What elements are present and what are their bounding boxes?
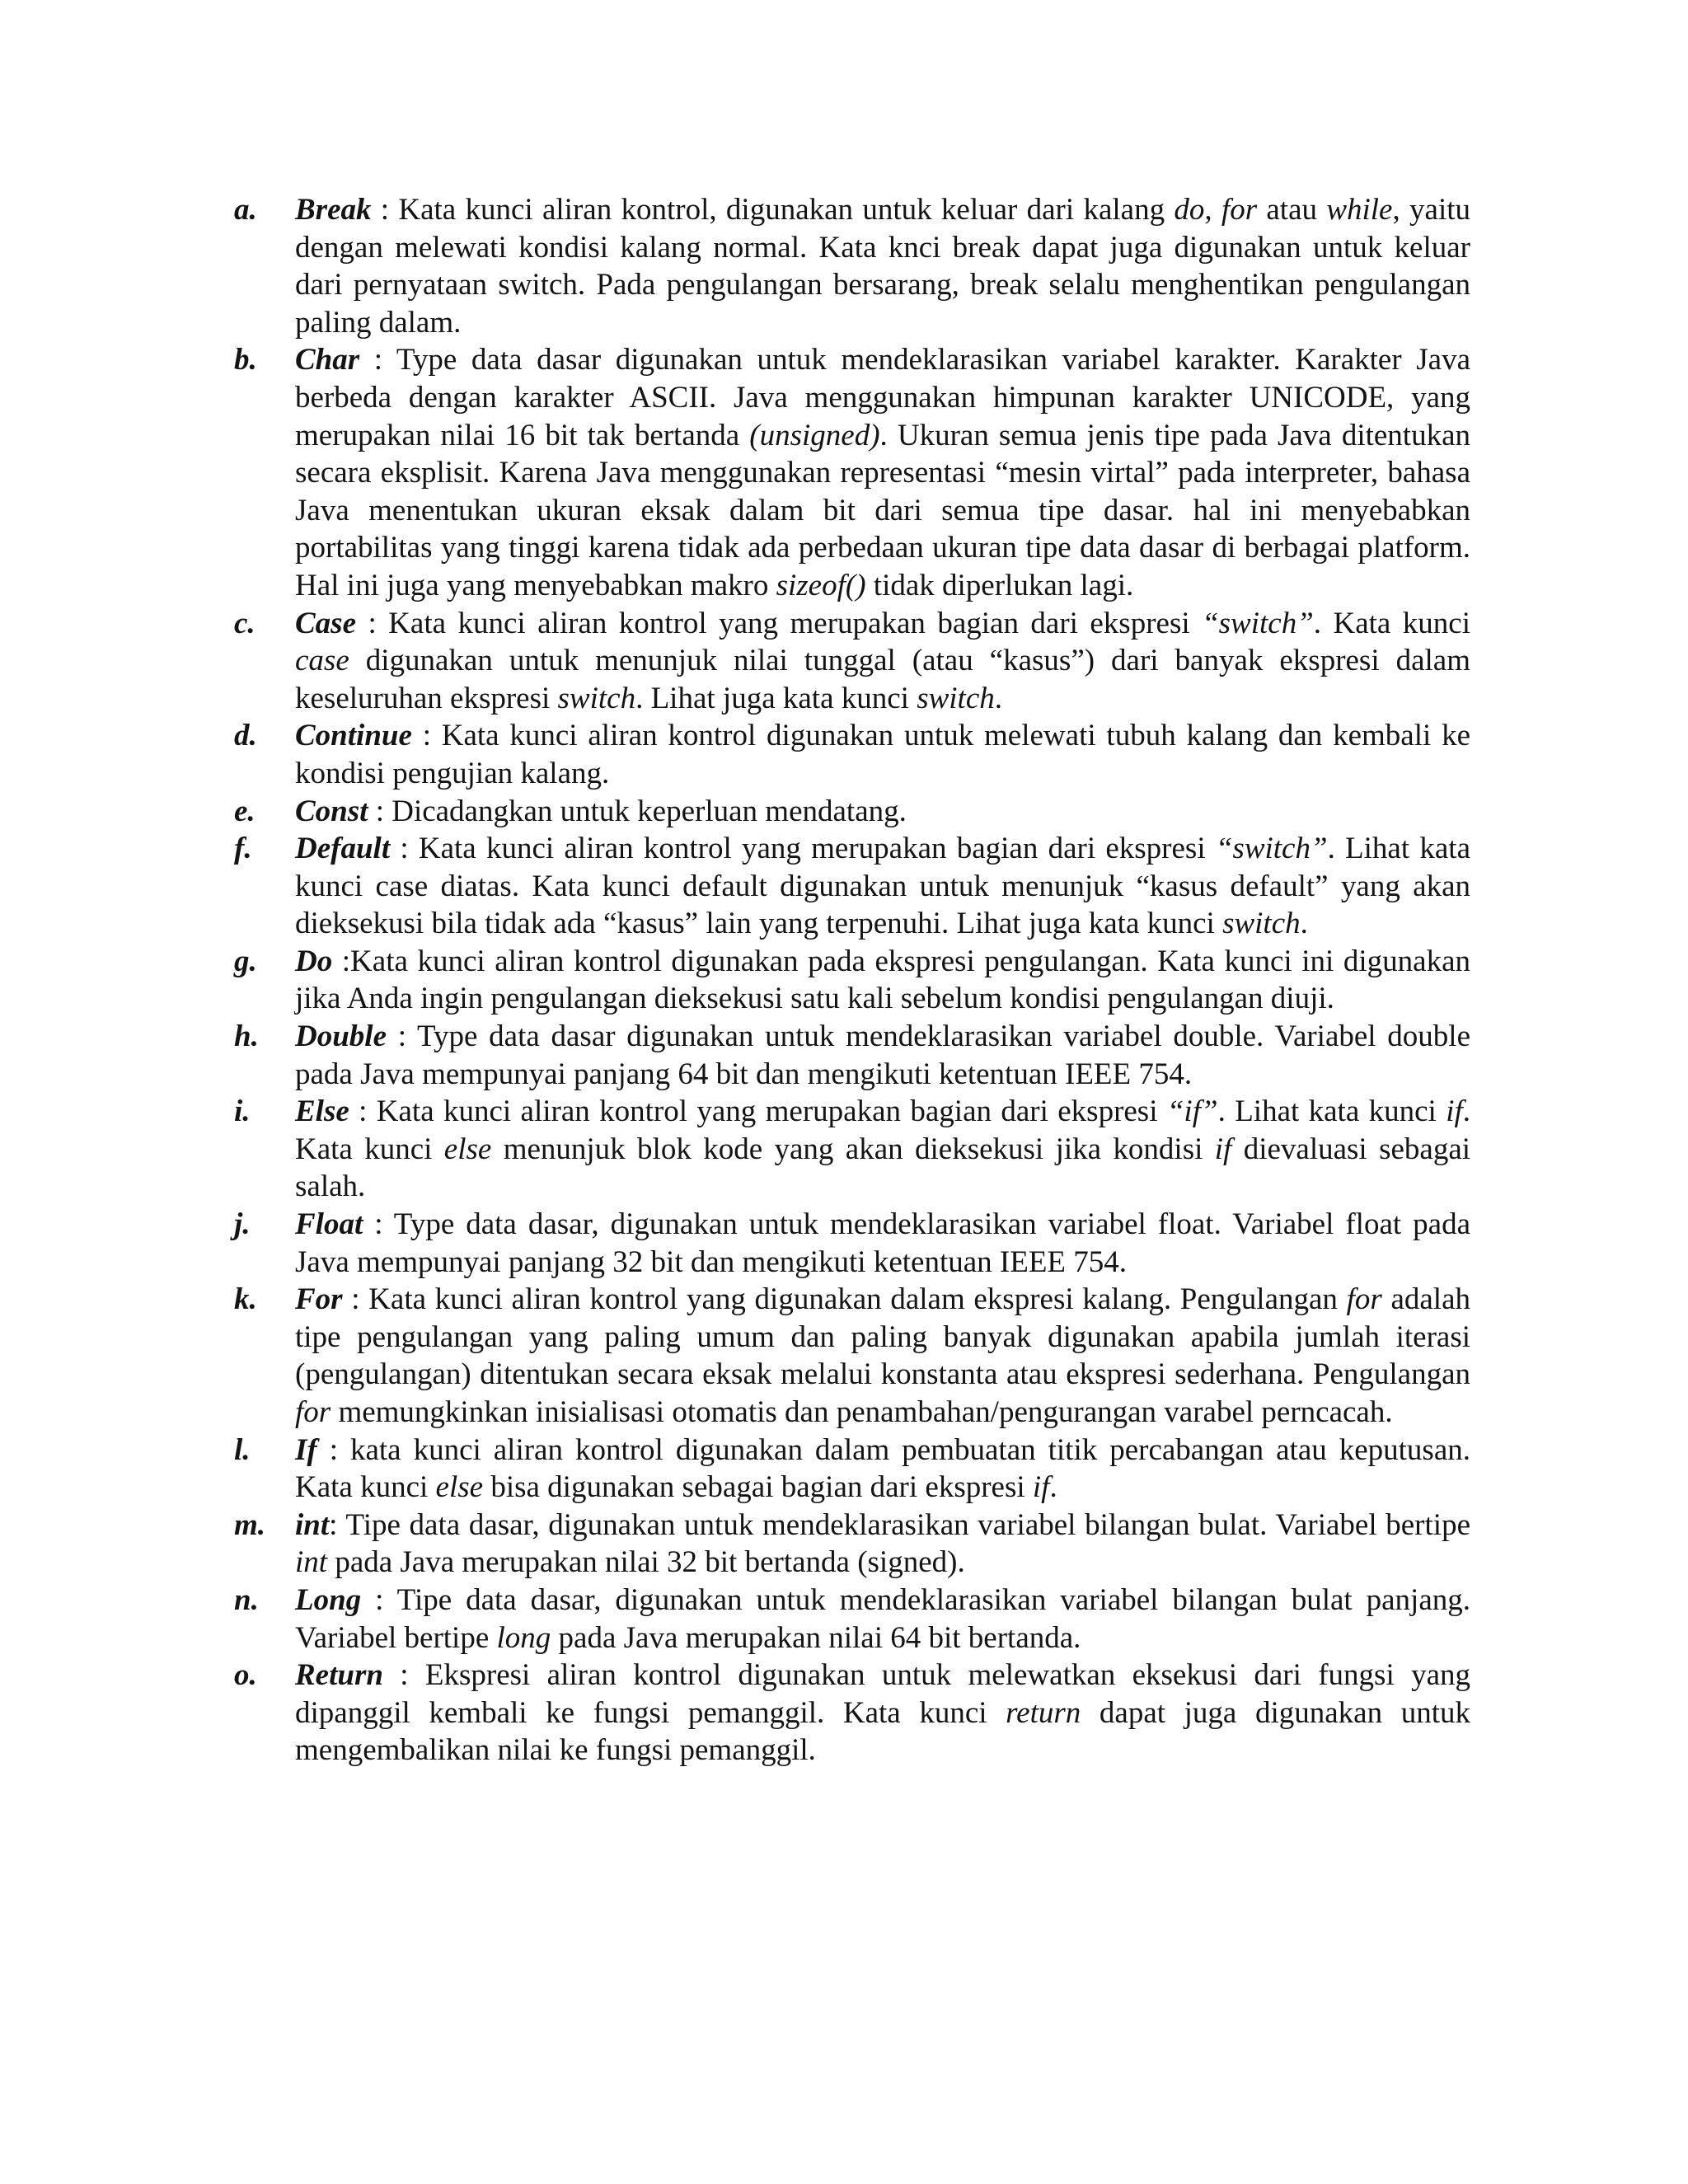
definition-text: bisa digunakan sebagai bagian dari ekspresi	[483, 1470, 1033, 1505]
keyword-term: Case	[295, 606, 356, 640]
list-marker: h.	[234, 1019, 259, 1054]
definition-italic: if	[1446, 1094, 1463, 1129]
definition-text: adalah tipe pengulangan yang paling umum dan paling banyak digunakan apabila jumlah iterasi (pengulangan) ditentukan secara eksak melalui konstanta atau ekspresi sederhana. Pengulangan	[295, 1282, 1471, 1392]
definition-text: dapat juga digunakan untuk mengembalikan nilai ke fungsi pemanggil.	[295, 1695, 1470, 1768]
keyword-term: Const	[295, 794, 368, 828]
keyword-term: Else	[295, 1094, 349, 1129]
definition-italic: else	[443, 1132, 492, 1166]
list-marker: i.	[234, 1094, 251, 1129]
list-marker: m.	[234, 1507, 266, 1542]
list-item-else	[234, 1093, 1470, 1206]
list-item-default	[234, 830, 1470, 943]
definition-text: . Lihat juga kata kunci	[635, 681, 917, 715]
definition-text: : Type data dasar digunakan untuk mendeklarasikan variabel karakter. Karakter Java berbeda dengan karakter ASCII. Java menggunakan himpunan karakter UNICODE, yang merupakan nilai 16 bit tak bertanda	[295, 343, 1470, 452]
keyword-term: int	[295, 1507, 330, 1542]
definition-text: : Type data dasar digunakan untuk mendeklarasikan variabel double. Variabel double pada Java mempunyai panjang 64 bit dan mengikuti ketentuan IEEE 754.	[295, 1019, 1470, 1091]
definition-text: , yaitu dengan melewati kondisi kalang normal. Kata knci break dapat juga digunakan untuk keluar dari pernyataan switch. Pada pengulangan bersarang, break selalu menghentikan pengulangan paling dalam.	[295, 193, 1471, 340]
definition-text: .	[994, 681, 1003, 715]
definition-text: : Kata kunci aliran kontrol digunakan untuk melewati tubuh kalang dan kembali ke kondisi pengujian kalang.	[295, 719, 1470, 790]
keyword-term: Return	[295, 1658, 383, 1693]
definition-text: . Kata kunci	[295, 1094, 1470, 1166]
definition-text: :Kata kunci aliran kontrol digunakan pada ekspresi pengulangan. Kata kunci ini digunakan jika Anda ingin pengulangan dieksekusi satu kali sebelum kondisi pengulangan diuji.	[295, 944, 1470, 1016]
definition-italic: “switch”	[1202, 606, 1314, 640]
list-marker: l.	[234, 1432, 251, 1467]
list-marker: j.	[234, 1207, 251, 1242]
definition-italic: sizeof()	[776, 568, 866, 602]
keyword-term: If	[295, 1432, 317, 1467]
definition-text: dievaluasi sebagai salah.	[295, 1132, 1471, 1204]
list-item-char	[234, 341, 1470, 604]
list-marker: g.	[234, 944, 257, 978]
definition-text: : Kata kunci aliran kontrol, digunakan untuk keluar dari kalang	[371, 193, 1175, 227]
list-item-break	[234, 191, 1470, 341]
definition-text: . Lihat kata kunci	[1217, 1094, 1447, 1129]
definition-text: : Kata kunci aliran kontrol yang merupakan bagian dari ekspresi	[349, 1094, 1167, 1129]
definition-italic: for	[1346, 1282, 1382, 1317]
list-item-const	[234, 793, 1470, 831]
definition-text: : Kata kunci aliran kontrol yang merupakan bagian dari ekspresi	[390, 832, 1216, 866]
keyword-term: Continue	[295, 719, 412, 753]
definition-text: : Ekspresi aliran kontrol digunakan untuk melewatkan eksekusi dari fungsi yang dipanggil kembali ke fungsi pemanggil. Kata kunci	[295, 1658, 1470, 1730]
definition-text: .	[1049, 1470, 1057, 1505]
keyword-term: Break	[295, 193, 372, 227]
definition-italic: for	[295, 1395, 331, 1429]
keyword-term: For	[295, 1282, 343, 1317]
definition-italic: switch	[917, 681, 995, 715]
definition-text: memungkinkan inisialisasi otomatis dan penambahan/pengurangan varabel perncacah.	[331, 1395, 1393, 1429]
keyword-term: Do	[295, 944, 333, 978]
list-marker: f.	[234, 832, 252, 866]
definition-text: . Lihat kata kunci case diatas. Kata kunci default digunakan untuk menunjuk “kasus default” yang akan dieksekusi bila tidak ada “kasus” lain yang terpenuhi. Lihat juga kata kunci	[295, 832, 1470, 941]
definition-text: tidak diperlukan lagi.	[865, 568, 1134, 602]
definition-italic: if	[1214, 1132, 1232, 1166]
definition-text: .	[1300, 907, 1308, 941]
definition-italic: switch	[557, 681, 636, 715]
keyword-term: Long	[295, 1582, 362, 1617]
definition-text: pada Java merupakan nilai 32 bit bertanda (signed).	[327, 1545, 965, 1580]
definition-text: : Type data dasar, digunakan untuk mendeklarasikan variabel float. Variabel float pada Java mempunyai panjang 32 bit dan mengikuti ketentuan IEEE 754.	[295, 1207, 1470, 1279]
definition-text: menunjuk blok kode yang akan dieksekusi jika kondisi	[491, 1132, 1215, 1166]
keyword-term: Default	[295, 832, 391, 866]
list-marker: a.	[234, 193, 257, 227]
list-item-continue	[234, 717, 1470, 792]
list-item-float	[234, 1206, 1470, 1281]
list-item-do	[234, 943, 1470, 1018]
definition-text: : Tipe data dasar, digunakan untuk mendeklarasikan variabel bilangan bulat. Variabel bertipe	[329, 1507, 1470, 1542]
definition-italic: “if”	[1166, 1094, 1218, 1129]
list-item-return	[234, 1657, 1470, 1769]
definition-italic: if	[1032, 1470, 1050, 1505]
definition-text: digunakan untuk menunjuk nilai tunggal (atau “kasus”) dari banyak ekspresi dalam keseluruhan ekspresi	[295, 644, 1470, 715]
definition-italic: return	[1006, 1695, 1081, 1730]
list-marker: o.	[234, 1658, 257, 1693]
definition-text: . Ukuran semua jenis tipe pada Java ditentukan secara eksplisit. Karena Java menggunakan representasi “mesin virtal” pada interpreter, bahasa Java menentukan ukuran eksak dalam bit dari semua tipe dasar. hal ini menyebabkan portabilitas yang tinggi karena tidak ada perbedaan ukuran tipe data dasar di berbagai platform. Hal ini juga yang menyebabkan makro	[295, 418, 1471, 602]
keyword-term: Double	[295, 1019, 387, 1054]
list-marker: c.	[234, 606, 256, 640]
list-marker: k.	[234, 1282, 257, 1317]
definition-text: atau	[1257, 193, 1327, 227]
list-item-long	[234, 1582, 1470, 1657]
definition-italic: (unsigned)	[749, 418, 880, 452]
definition-italic: while	[1326, 193, 1393, 227]
definition-italic: “switch”	[1215, 832, 1328, 866]
keyword-term: Char	[295, 343, 360, 377]
list-item-case	[234, 605, 1470, 718]
definition-italic: long	[496, 1620, 551, 1655]
definition-text: . Kata kunci	[1313, 606, 1470, 640]
definition-text: : Dicadangkan untuk keperluan mendatang.	[368, 794, 907, 828]
list-item-int	[234, 1507, 1470, 1582]
keyword-definition-list	[234, 191, 1470, 1769]
list-marker: b.	[234, 343, 257, 377]
definition-text: pada Java merupakan nilai 64 bit bertanda.	[551, 1620, 1081, 1655]
definition-text: : Kata kunci aliran kontrol yang merupakan bagian dari ekspresi	[356, 606, 1203, 640]
definition-italic: case	[295, 644, 349, 678]
list-marker: d.	[234, 719, 257, 753]
list-marker: n.	[234, 1582, 259, 1617]
keyword-term: Float	[295, 1207, 363, 1242]
definition-text: : Tipe data dasar, digunakan untuk mendeklarasikan variabel bilangan bulat panjang. Variabel bertipe	[295, 1582, 1470, 1655]
definition-italic: int	[295, 1545, 328, 1580]
definition-text: : kata kunci aliran kontrol digunakan dalam pembuatan titik percabangan atau keputusan. Kata kunci	[295, 1432, 1470, 1505]
list-item-for	[234, 1281, 1470, 1431]
definition-text: : Kata kunci aliran kontrol yang digunakan dalam ekspresi kalang. Pengulangan	[342, 1282, 1347, 1317]
definition-italic: else	[435, 1470, 484, 1505]
list-marker: e.	[234, 794, 256, 828]
list-item-if	[234, 1432, 1470, 1507]
list-item-double	[234, 1018, 1470, 1093]
definition-italic: do, for	[1174, 193, 1258, 227]
definition-italic: switch	[1222, 907, 1301, 941]
